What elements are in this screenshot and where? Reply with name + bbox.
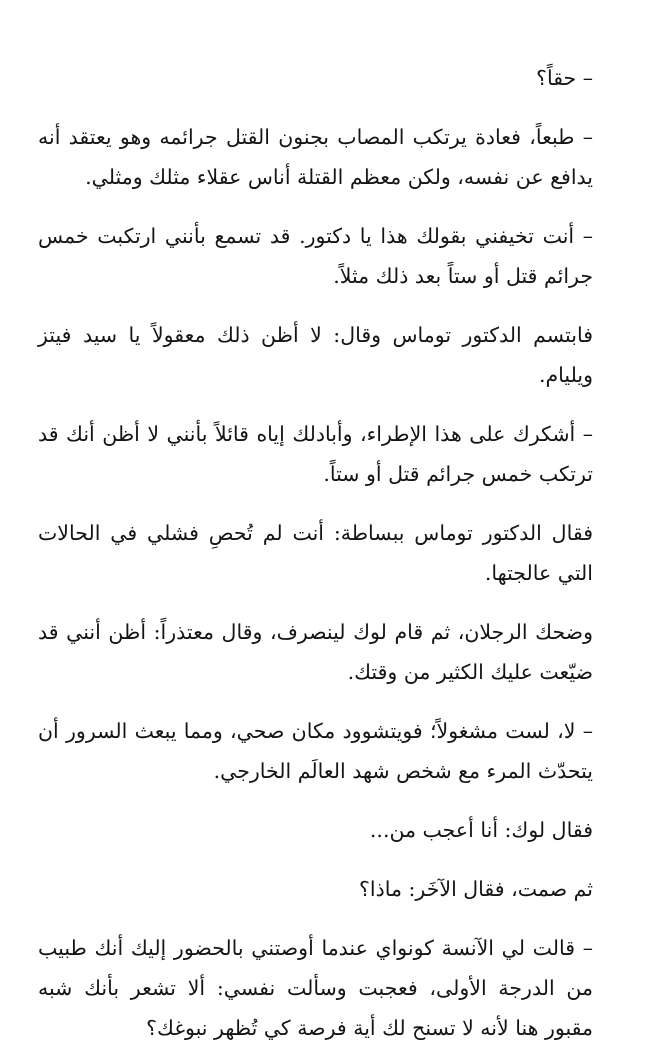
paragraph: – حقاً؟ xyxy=(536,66,593,90)
paragraph: – لا، لست مشغولاً؛ فويتشوود مكان صحي، ومما يبعث السرور أن يتحدّث المرء مع شخص شهد العالَم الخارجي. xyxy=(38,719,593,783)
paragraph: – أشكرك على هذا الإطراء، وأبادلك إياه قائلاً بأنني لا أظن أنك قد ترتكب خمس جرائم قتل أو ستاً. xyxy=(38,422,593,486)
paragraph: ثم صمت، فقال الآخَر: ماذا؟ xyxy=(359,877,593,901)
paragraph: – أنت تخيفني بقولك هذا يا دكتور. قد تسمع بأنني ارتكبت خمس جرائم قتل أو ستاً بعد ذلك مثلاً. xyxy=(38,224,593,288)
paragraph: – طبعاً، فعادة يرتكب المصاب بجنون القتل جرائمه وهو يعتقد أنه يدافع عن نفسه، ولكن معظم القتلة أناس عقلاء مثلك ومثلي. xyxy=(38,125,593,189)
paragraph: فقال الدكتور توماس ببساطة: أنت لم تُحصِ فشلي في الحالات التي عالجتها. xyxy=(38,521,593,585)
paragraph: فابتسم الدكتور توماس وقال: لا أظن ذلك معقولاً يا سيد فيتز ويليام. xyxy=(38,323,593,387)
paragraph: – قالت لي الآنسة كونواي عندما أوصتني بالحضور إليك أنك طبيب من الدرجة الأولى، فعجبت وسألت نفسي: ألا تشعر بأنك شبه مقبور هنا لأنه لا تسنح لك أية فرصة كي تُظهر نبوغك؟ xyxy=(38,936,593,1040)
paragraph: فقال لوك: أنا أعجب من... xyxy=(369,818,593,842)
paragraph: وضحك الرجلان، ثم قام لوك لينصرف، وقال معتذراً: أظن أنني قد ضيّعت عليك الكثير من وقتك. xyxy=(38,620,593,684)
